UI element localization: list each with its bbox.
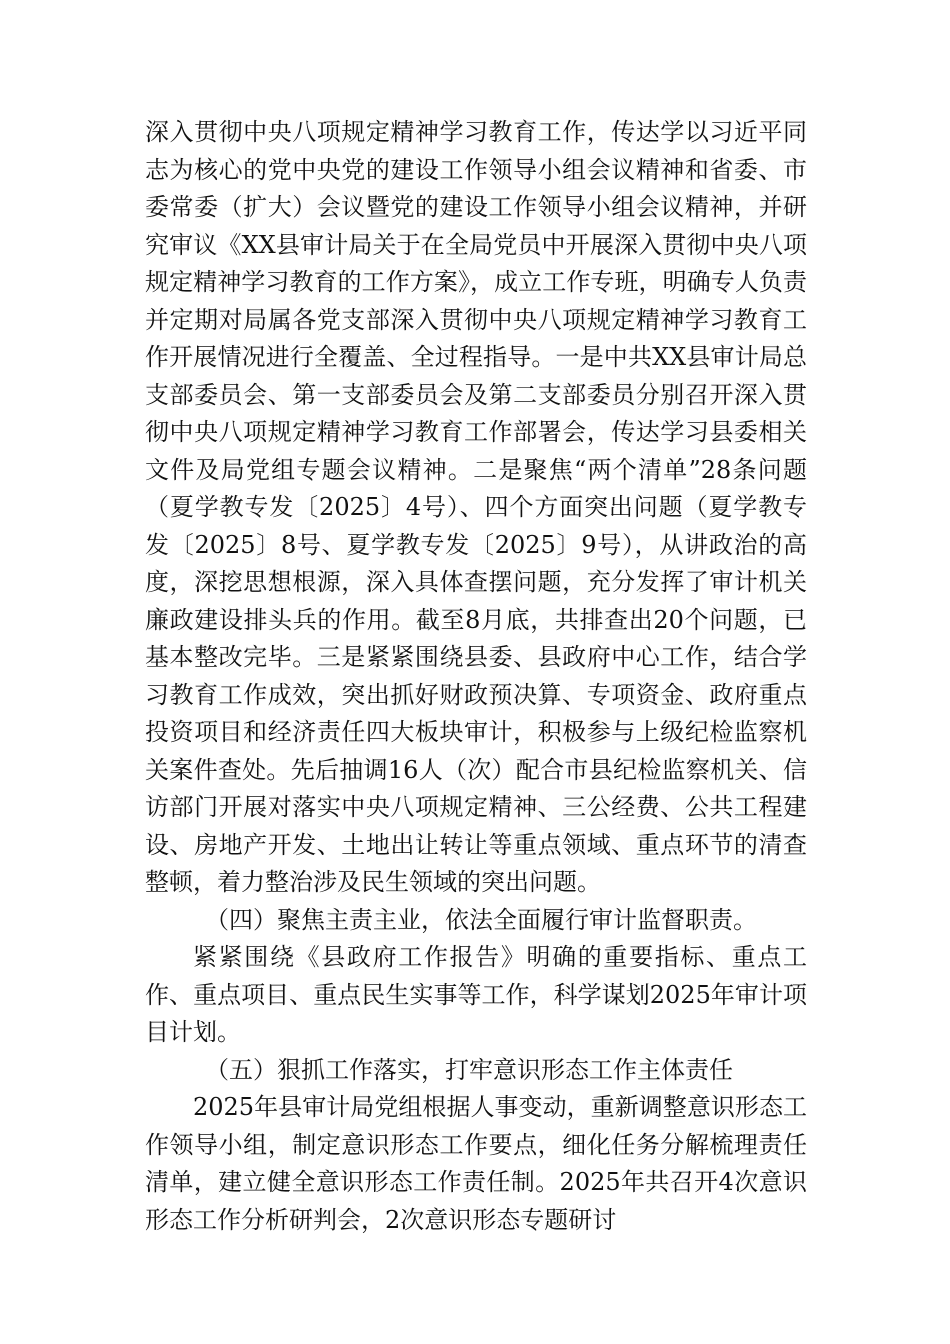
section-heading-4: （四）聚焦主责主业，依法全面履行审计监督职责。: [205, 905, 757, 934]
paragraph-audit-plan: 紧紧围绕《县政府工作报告》明确的重要指标、重点工作、重点项目、重点民生实事等工作，科学谋划2025年审计项目计划。: [145, 943, 807, 1046]
paragraph-continued-study-work: 深入贯彻中央八项规定精神学习教育工作，传达学以习近平同志为核心的党中央党的建设工作领导小组会议精神和省委、市委常委（扩大）会议暨党的建设工作领导小组会议精神，并研究审议《XX县审计局关于在全局党员中开展深入贯彻中央八项规定精神学习教育的工作方案》，成立工作专班，明确专人负责并定期对局属各党支部深入贯彻中央八项规定精神学习教育工作开展情况进行全覆盖、全过程指导。一是中共XX县审计局总支部委员会、第一支部委员会及第二支部委员分别召开深入贯彻中央八项规定精神学习教育工作部署会，传达学习县委相关文件及局党组专题会议精神。二是聚焦“两个清单”28条问题（夏学教专发〔2025〕4号）、四个方面突出问题（夏学教专发〔2025〕8号、夏学教专发〔2025〕9号），从讲政治的高度，深挖思想根源，深入具体查摆问题，充分发挥了审计机关廉政建设排头兵的作用。截至8月底，共排查出20个问题，已基本整改完毕。三是紧紧围绕县委、县政府中心工作，结合学习教育工作成效，突出抓好财政预决算、专项资金、政府重点投资项目和经济责任四大板块审计，积极参与上级纪检监察机关案件查处。先后抽调16人（次）配合市县纪检监察机关、信访部门开展对落实中央八项规定精神、三公经费、公共工程建设、房地产开发、土地出让转让等重点领域、重点环节的清查整顿，着力整治涉及民生领域的突出问题。: [145, 118, 807, 896]
document-body: [145, 114, 807, 1239]
paragraph-ideology-work: 2025年县审计局党组根据人事变动，重新调整意识形态工作领导小组，制定意识形态工作要点，细化任务分解梳理责任清单，建立健全意识形态工作责任制。2025年共召开4次意识形态工作分析研判会，2次意识形态专题研讨: [145, 1093, 807, 1234]
section-heading-5: （五）狠抓工作落实，打牢意识形态工作主体责任: [205, 1055, 733, 1084]
